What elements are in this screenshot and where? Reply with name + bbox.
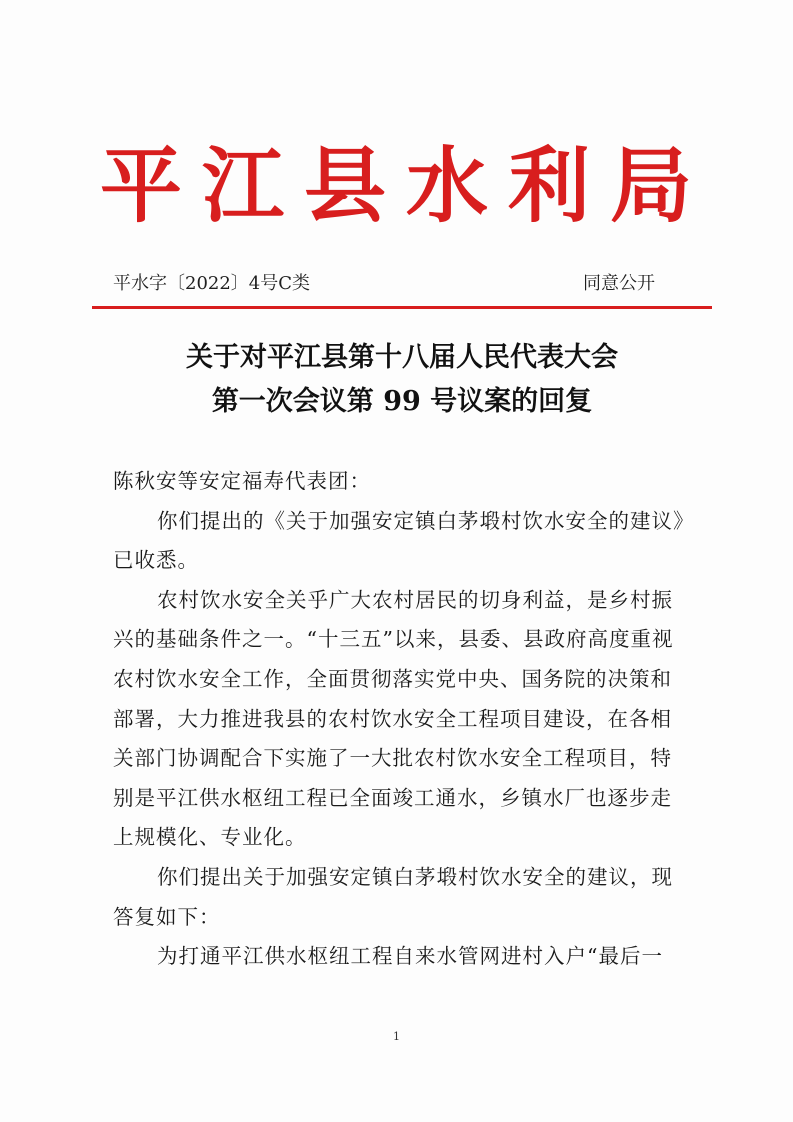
organization-title: 平江县水利局 [100,138,713,234]
paragraph-2-line-3: 农村饮水安全工作，全面贯彻落实党中央、国务院的决策和 [113,666,672,691]
paragraph-2-line-7: 上规模化、专业化。 [113,825,307,850]
title-line-1: 关于对平江县第十八届人民代表大会 [186,342,618,373]
red-divider-line [92,306,712,309]
page-number: 1 [393,1030,400,1043]
paragraph-2-line-2: 兴的基础条件之一。“十三五”以来，县委、县政府高度重视 [113,627,674,652]
paragraph-1-line-1: 你们提出的《关于加强安定镇白茅塅村饮水安全的建议》 [157,508,695,533]
paragraph-2-line-4: 部署，大力推进我县的农村饮水安全工程项目建设，在各相 [113,706,672,731]
paragraph-2-line-5: 关部门协调配合下实施了一大批农村饮水安全工程项目，特 [113,746,672,771]
paragraph-1-line-2: 已收悉。 [113,548,199,573]
paragraph-3-line-2: 答复如下： [113,904,221,929]
paragraph-2-line-1: 农村饮水安全关乎广大农村居民的切身利益，是乡村振 [157,587,673,612]
disclosure-label: 同意公开 [583,273,655,294]
paragraph-3-line-1: 你们提出关于加强安定镇白茅塅村饮水安全的建议，现 [157,864,673,889]
document-title [92,336,712,424]
paragraph-4-line-1: 为打通平江供水枢纽工程自来水管网进村入户“最后一 [157,944,663,969]
document-body [113,462,695,977]
salutation: 陈秋安等安定福寿代表团： [113,469,371,493]
document-number: 平水字〔2022〕4号C类 [113,273,311,294]
paragraph-2-line-6: 别是平江供水枢纽工程已全面竣工通水，乡镇水厂也逐步走 [113,785,672,810]
title-line-2: 第一次会议第 99 号议案的回复 [211,386,593,417]
